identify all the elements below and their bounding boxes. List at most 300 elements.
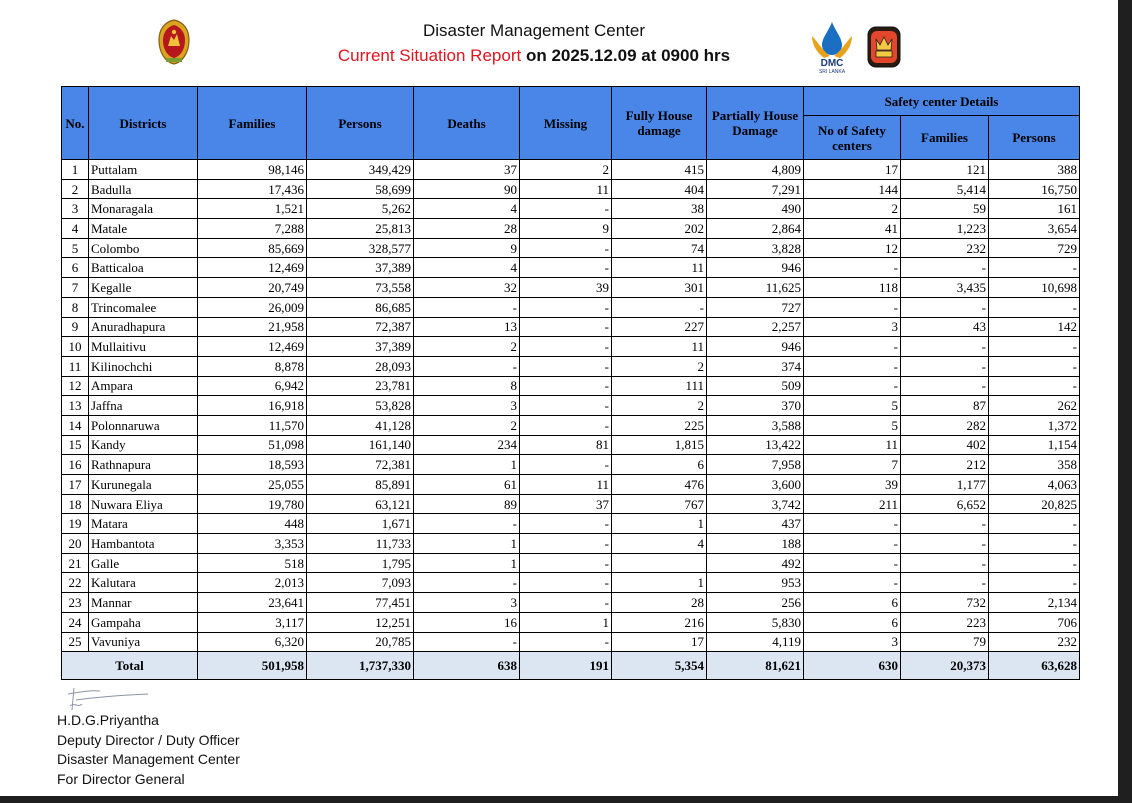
row-persons: 72,387 bbox=[307, 317, 414, 337]
row-safety-centers: - bbox=[804, 376, 901, 396]
row-no: 4 bbox=[62, 219, 89, 239]
row-persons: 85,891 bbox=[307, 475, 414, 495]
row-safety-families: - bbox=[901, 258, 989, 278]
report-header bbox=[0, 18, 1118, 78]
row-safety-persons: - bbox=[989, 514, 1080, 534]
row-safety-persons: 3,654 bbox=[989, 219, 1080, 239]
header-deaths: Deaths bbox=[414, 87, 520, 160]
row-missing: - bbox=[520, 376, 612, 396]
row-safety-persons: - bbox=[989, 258, 1080, 278]
row-persons: 23,781 bbox=[307, 376, 414, 396]
row-families: 3,117 bbox=[198, 612, 307, 632]
row-families: 2,013 bbox=[198, 573, 307, 593]
row-partially-damaged: 953 bbox=[707, 573, 804, 593]
row-no: 22 bbox=[62, 573, 89, 593]
row-safety-centers: 17 bbox=[804, 160, 901, 180]
row-persons: 53,828 bbox=[307, 396, 414, 416]
dmc-logo bbox=[806, 20, 858, 78]
signature-icon bbox=[60, 684, 160, 714]
row-missing: - bbox=[520, 317, 612, 337]
row-district: Kandy bbox=[89, 435, 198, 455]
row-persons: 28,093 bbox=[307, 356, 414, 376]
signatory-position: Deputy Director / Duty Officer bbox=[57, 731, 240, 748]
row-safety-persons: 388 bbox=[989, 160, 1080, 180]
row-safety-centers: 41 bbox=[804, 219, 901, 239]
table-row bbox=[62, 514, 1080, 534]
row-deaths: 4 bbox=[414, 199, 520, 219]
total-safety-persons: 63,628 bbox=[989, 652, 1080, 680]
row-no: 18 bbox=[62, 494, 89, 514]
row-fully-damaged: 1 bbox=[612, 514, 707, 534]
row-families: 98,146 bbox=[198, 160, 307, 180]
table-row bbox=[62, 297, 1080, 317]
row-safety-centers: 7 bbox=[804, 455, 901, 475]
row-persons: 328,577 bbox=[307, 238, 414, 258]
row-safety-centers: 5 bbox=[804, 415, 901, 435]
row-safety-families: 59 bbox=[901, 199, 989, 219]
table-row bbox=[62, 258, 1080, 278]
signature-block bbox=[57, 711, 240, 789]
row-fully-damaged: 4 bbox=[612, 534, 707, 554]
row-district: Kegalle bbox=[89, 278, 198, 298]
row-families: 6,942 bbox=[198, 376, 307, 396]
row-no: 16 bbox=[62, 455, 89, 475]
row-district: Mannar bbox=[89, 593, 198, 613]
report-subtitle bbox=[0, 46, 1068, 66]
row-district: Colombo bbox=[89, 238, 198, 258]
row-families: 26,009 bbox=[198, 297, 307, 317]
row-persons: 161,140 bbox=[307, 435, 414, 455]
total-fully-damaged: 5,354 bbox=[612, 652, 707, 680]
row-district: Vavuniya bbox=[89, 632, 198, 652]
row-families: 17,436 bbox=[198, 179, 307, 199]
row-deaths: 3 bbox=[414, 593, 520, 613]
row-partially-damaged: 509 bbox=[707, 376, 804, 396]
row-missing: 81 bbox=[520, 435, 612, 455]
table-row bbox=[62, 356, 1080, 376]
row-safety-persons: 358 bbox=[989, 455, 1080, 475]
row-fully-damaged: 6 bbox=[612, 455, 707, 475]
table-row bbox=[62, 593, 1080, 613]
row-deaths: 2 bbox=[414, 415, 520, 435]
table-row bbox=[62, 317, 1080, 337]
header-no: No. bbox=[62, 87, 89, 160]
table-row bbox=[62, 337, 1080, 357]
row-fully-damaged bbox=[612, 553, 707, 573]
row-safety-centers: 11 bbox=[804, 435, 901, 455]
row-safety-centers: - bbox=[804, 337, 901, 357]
row-fully-damaged: 301 bbox=[612, 278, 707, 298]
table-row bbox=[62, 632, 1080, 652]
row-no: 13 bbox=[62, 396, 89, 416]
row-safety-persons: - bbox=[989, 534, 1080, 554]
row-persons: 12,251 bbox=[307, 612, 414, 632]
row-safety-persons: 20,825 bbox=[989, 494, 1080, 514]
row-persons: 11,733 bbox=[307, 534, 414, 554]
table-row bbox=[62, 179, 1080, 199]
row-persons: 5,262 bbox=[307, 199, 414, 219]
row-safety-persons: 161 bbox=[989, 199, 1080, 219]
row-partially-damaged: 2,257 bbox=[707, 317, 804, 337]
row-partially-damaged: 256 bbox=[707, 593, 804, 613]
table-row bbox=[62, 475, 1080, 495]
row-safety-persons: 4,063 bbox=[989, 475, 1080, 495]
row-safety-families: - bbox=[901, 297, 989, 317]
row-safety-centers: 6 bbox=[804, 593, 901, 613]
row-district: Matara bbox=[89, 514, 198, 534]
row-district: Batticaloa bbox=[89, 258, 198, 278]
row-persons: 7,093 bbox=[307, 573, 414, 593]
row-partially-damaged: 3,828 bbox=[707, 238, 804, 258]
row-no: 20 bbox=[62, 534, 89, 554]
row-district: Kurunegala bbox=[89, 475, 198, 495]
row-families: 20,749 bbox=[198, 278, 307, 298]
table-row bbox=[62, 553, 1080, 573]
header-missing: Missing bbox=[520, 87, 612, 160]
row-persons: 25,813 bbox=[307, 219, 414, 239]
row-no: 17 bbox=[62, 475, 89, 495]
row-district: Trincomalee bbox=[89, 297, 198, 317]
signatory-name: H.D.G.Priyantha bbox=[57, 712, 159, 728]
row-no: 8 bbox=[62, 297, 89, 317]
report-title: Disaster Management Center bbox=[422, 21, 646, 40]
row-families: 8,878 bbox=[198, 356, 307, 376]
row-persons: 20,785 bbox=[307, 632, 414, 652]
row-no: 15 bbox=[62, 435, 89, 455]
row-safety-centers: - bbox=[804, 514, 901, 534]
row-families: 12,469 bbox=[198, 258, 307, 278]
table-row bbox=[62, 278, 1080, 298]
row-district: Matale bbox=[89, 219, 198, 239]
window-edge-right bbox=[1118, 0, 1132, 803]
row-no: 21 bbox=[62, 553, 89, 573]
header-safety-centers: No of Safety centers bbox=[804, 116, 901, 160]
row-safety-persons: - bbox=[989, 376, 1080, 396]
row-fully-damaged: 415 bbox=[612, 160, 707, 180]
row-families: 19,780 bbox=[198, 494, 307, 514]
row-safety-families: 223 bbox=[901, 612, 989, 632]
row-no: 24 bbox=[62, 612, 89, 632]
row-partially-damaged: 492 bbox=[707, 553, 804, 573]
total-missing: 191 bbox=[520, 652, 612, 680]
row-partially-damaged: 946 bbox=[707, 258, 804, 278]
row-safety-centers: 118 bbox=[804, 278, 901, 298]
row-district: Jaffna bbox=[89, 396, 198, 416]
dmc-drop-icon bbox=[806, 20, 858, 60]
total-label: Total bbox=[62, 652, 198, 680]
row-safety-families: - bbox=[901, 534, 989, 554]
row-safety-centers: 3 bbox=[804, 632, 901, 652]
row-fully-damaged: 225 bbox=[612, 415, 707, 435]
row-no: 10 bbox=[62, 337, 89, 357]
row-partially-damaged: 13,422 bbox=[707, 435, 804, 455]
row-no: 25 bbox=[62, 632, 89, 652]
row-partially-damaged: 490 bbox=[707, 199, 804, 219]
row-no: 9 bbox=[62, 317, 89, 337]
row-no: 1 bbox=[62, 160, 89, 180]
row-missing: 11 bbox=[520, 475, 612, 495]
row-partially-damaged: 11,625 bbox=[707, 278, 804, 298]
row-fully-damaged: 11 bbox=[612, 258, 707, 278]
dmc-logo-text: DMC bbox=[820, 58, 844, 69]
table-row bbox=[62, 494, 1080, 514]
row-safety-centers: - bbox=[804, 553, 901, 573]
signatory-organization: Disaster Management Center bbox=[57, 751, 240, 768]
header-safety-persons: Persons bbox=[989, 116, 1080, 160]
row-partially-damaged: 437 bbox=[707, 514, 804, 534]
row-district: Puttalam bbox=[89, 160, 198, 180]
row-families: 6,320 bbox=[198, 632, 307, 652]
row-persons: 37,389 bbox=[307, 337, 414, 357]
row-families: 16,918 bbox=[198, 396, 307, 416]
table-row bbox=[62, 455, 1080, 475]
row-safety-families: - bbox=[901, 514, 989, 534]
total-safety-centers: 630 bbox=[804, 652, 901, 680]
row-fully-damaged: 38 bbox=[612, 199, 707, 219]
row-safety-families: 6,652 bbox=[901, 494, 989, 514]
row-safety-families: 232 bbox=[901, 238, 989, 258]
header-fully-damaged: Fully House damage bbox=[612, 87, 707, 160]
row-deaths: - bbox=[414, 573, 520, 593]
total-partially-damaged: 81,621 bbox=[707, 652, 804, 680]
row-safety-centers: - bbox=[804, 534, 901, 554]
row-safety-families: 3,435 bbox=[901, 278, 989, 298]
row-safety-persons: - bbox=[989, 297, 1080, 317]
row-fully-damaged: 404 bbox=[612, 179, 707, 199]
situation-table bbox=[61, 86, 1080, 680]
row-missing: - bbox=[520, 632, 612, 652]
row-deaths: - bbox=[414, 514, 520, 534]
table-row bbox=[62, 238, 1080, 258]
row-missing: - bbox=[520, 455, 612, 475]
row-safety-centers: - bbox=[804, 258, 901, 278]
row-persons: 73,558 bbox=[307, 278, 414, 298]
row-families: 21,958 bbox=[198, 317, 307, 337]
total-persons: 1,737,330 bbox=[307, 652, 414, 680]
row-safety-persons: 1,372 bbox=[989, 415, 1080, 435]
row-safety-families: 43 bbox=[901, 317, 989, 337]
row-safety-families: 121 bbox=[901, 160, 989, 180]
row-safety-persons: - bbox=[989, 573, 1080, 593]
row-partially-damaged: 727 bbox=[707, 297, 804, 317]
row-district: Galle bbox=[89, 553, 198, 573]
header-districts: Districts bbox=[89, 87, 198, 160]
row-persons: 58,699 bbox=[307, 179, 414, 199]
row-no: 2 bbox=[62, 179, 89, 199]
row-families: 85,669 bbox=[198, 238, 307, 258]
row-safety-persons: - bbox=[989, 356, 1080, 376]
row-fully-damaged: 476 bbox=[612, 475, 707, 495]
row-district: Ampara bbox=[89, 376, 198, 396]
crest-badge-icon bbox=[867, 26, 901, 68]
row-no: 11 bbox=[62, 356, 89, 376]
row-missing: - bbox=[520, 337, 612, 357]
table-row bbox=[62, 435, 1080, 455]
row-fully-damaged: 1,815 bbox=[612, 435, 707, 455]
row-persons: 86,685 bbox=[307, 297, 414, 317]
row-safety-families: 5,414 bbox=[901, 179, 989, 199]
row-deaths: 1 bbox=[414, 534, 520, 554]
row-safety-families: - bbox=[901, 573, 989, 593]
header-persons: Persons bbox=[307, 87, 414, 160]
row-missing: - bbox=[520, 396, 612, 416]
row-no: 3 bbox=[62, 199, 89, 219]
row-safety-families: - bbox=[901, 553, 989, 573]
header-families: Families bbox=[198, 87, 307, 160]
total-families: 501,958 bbox=[198, 652, 307, 680]
row-safety-centers: 12 bbox=[804, 238, 901, 258]
row-partially-damaged: 3,588 bbox=[707, 415, 804, 435]
row-safety-families: - bbox=[901, 337, 989, 357]
row-families: 11,570 bbox=[198, 415, 307, 435]
row-safety-persons: 262 bbox=[989, 396, 1080, 416]
row-families: 51,098 bbox=[198, 435, 307, 455]
row-missing: - bbox=[520, 415, 612, 435]
row-safety-centers: - bbox=[804, 573, 901, 593]
row-safety-persons: 10,698 bbox=[989, 278, 1080, 298]
header-partially-damaged: Partially House Damage bbox=[707, 87, 804, 160]
row-persons: 72,381 bbox=[307, 455, 414, 475]
row-persons: 37,389 bbox=[307, 258, 414, 278]
row-deaths: 32 bbox=[414, 278, 520, 298]
row-deaths: - bbox=[414, 297, 520, 317]
row-no: 23 bbox=[62, 593, 89, 613]
row-missing: - bbox=[520, 593, 612, 613]
table-row bbox=[62, 199, 1080, 219]
table-row bbox=[62, 612, 1080, 632]
row-fully-damaged: 202 bbox=[612, 219, 707, 239]
header-safety-center-details: Safety center Details bbox=[804, 87, 1080, 116]
row-district: Kilinochchi bbox=[89, 356, 198, 376]
row-persons: 63,121 bbox=[307, 494, 414, 514]
row-missing: 39 bbox=[520, 278, 612, 298]
row-partially-damaged: 7,958 bbox=[707, 455, 804, 475]
row-families: 18,593 bbox=[198, 455, 307, 475]
row-safety-persons: 729 bbox=[989, 238, 1080, 258]
row-families: 518 bbox=[198, 553, 307, 573]
signatory-on-behalf: For Director General bbox=[57, 770, 185, 787]
row-safety-centers: 3 bbox=[804, 317, 901, 337]
row-deaths: 37 bbox=[414, 160, 520, 180]
row-partially-damaged: 946 bbox=[707, 337, 804, 357]
row-safety-persons: 142 bbox=[989, 317, 1080, 337]
row-safety-families: 402 bbox=[901, 435, 989, 455]
row-safety-centers: 5 bbox=[804, 396, 901, 416]
row-deaths: 1 bbox=[414, 455, 520, 475]
row-no: 6 bbox=[62, 258, 89, 278]
row-safety-centers: 6 bbox=[804, 612, 901, 632]
row-deaths: 3 bbox=[414, 396, 520, 416]
row-fully-damaged: 2 bbox=[612, 356, 707, 376]
subtitle-date: on 2025.12.09 at 0900 hrs bbox=[525, 46, 731, 65]
row-district: Gampaha bbox=[89, 612, 198, 632]
row-partially-damaged: 2,864 bbox=[707, 219, 804, 239]
row-fully-damaged: 74 bbox=[612, 238, 707, 258]
window-edge-bottom bbox=[0, 796, 1132, 803]
row-deaths: 16 bbox=[414, 612, 520, 632]
row-no: 14 bbox=[62, 415, 89, 435]
row-deaths: - bbox=[414, 356, 520, 376]
row-fully-damaged: - bbox=[612, 297, 707, 317]
row-persons: 1,795 bbox=[307, 553, 414, 573]
row-safety-persons: 2,134 bbox=[989, 593, 1080, 613]
row-no: 19 bbox=[62, 514, 89, 534]
table-row bbox=[62, 573, 1080, 593]
row-partially-damaged: 188 bbox=[707, 534, 804, 554]
row-deaths: 9 bbox=[414, 238, 520, 258]
row-fully-damaged: 28 bbox=[612, 593, 707, 613]
row-deaths: 89 bbox=[414, 494, 520, 514]
row-partially-damaged: 7,291 bbox=[707, 179, 804, 199]
row-partially-damaged: 4,809 bbox=[707, 160, 804, 180]
table-row bbox=[62, 415, 1080, 435]
row-missing: - bbox=[520, 297, 612, 317]
row-persons: 77,451 bbox=[307, 593, 414, 613]
row-deaths: 61 bbox=[414, 475, 520, 495]
row-partially-damaged: 5,830 bbox=[707, 612, 804, 632]
dmc-logo-subtext: SRI LANKA bbox=[818, 69, 846, 75]
row-safety-persons: 232 bbox=[989, 632, 1080, 652]
row-no: 5 bbox=[62, 238, 89, 258]
row-missing: 37 bbox=[520, 494, 612, 514]
row-safety-persons: - bbox=[989, 337, 1080, 357]
row-deaths: 4 bbox=[414, 258, 520, 278]
row-safety-families: 1,223 bbox=[901, 219, 989, 239]
row-deaths: 90 bbox=[414, 179, 520, 199]
row-district: Rathnapura bbox=[89, 455, 198, 475]
subtitle-highlight: Current Situation Report bbox=[337, 46, 522, 65]
row-safety-persons: - bbox=[989, 553, 1080, 573]
row-deaths: 1 bbox=[414, 553, 520, 573]
row-partially-damaged: 3,742 bbox=[707, 494, 804, 514]
row-missing: 11 bbox=[520, 179, 612, 199]
row-safety-families: 1,177 bbox=[901, 475, 989, 495]
row-families: 25,055 bbox=[198, 475, 307, 495]
row-missing: - bbox=[520, 238, 612, 258]
row-families: 23,641 bbox=[198, 593, 307, 613]
row-missing: - bbox=[520, 534, 612, 554]
row-missing: 1 bbox=[520, 612, 612, 632]
row-families: 3,353 bbox=[198, 534, 307, 554]
row-missing: - bbox=[520, 199, 612, 219]
row-safety-persons: 1,154 bbox=[989, 435, 1080, 455]
total-safety-families: 20,373 bbox=[901, 652, 989, 680]
table-row bbox=[62, 534, 1080, 554]
table-row bbox=[62, 396, 1080, 416]
row-safety-families: 282 bbox=[901, 415, 989, 435]
row-safety-centers: 39 bbox=[804, 475, 901, 495]
row-missing: - bbox=[520, 356, 612, 376]
row-safety-families: 87 bbox=[901, 396, 989, 416]
row-deaths: - bbox=[414, 632, 520, 652]
row-safety-centers: 144 bbox=[804, 179, 901, 199]
row-families: 7,288 bbox=[198, 219, 307, 239]
row-safety-families: 732 bbox=[901, 593, 989, 613]
row-safety-families: - bbox=[901, 356, 989, 376]
row-safety-persons: 16,750 bbox=[989, 179, 1080, 199]
header-safety-families: Families bbox=[901, 116, 989, 160]
row-safety-persons: 706 bbox=[989, 612, 1080, 632]
row-missing: - bbox=[520, 553, 612, 573]
row-persons: 41,128 bbox=[307, 415, 414, 435]
row-no: 12 bbox=[62, 376, 89, 396]
row-safety-families: 79 bbox=[901, 632, 989, 652]
row-families: 448 bbox=[198, 514, 307, 534]
row-district: Nuwara Eliya bbox=[89, 494, 198, 514]
row-fully-damaged: 11 bbox=[612, 337, 707, 357]
row-partially-damaged: 3,600 bbox=[707, 475, 804, 495]
row-district: Monaragala bbox=[89, 199, 198, 219]
